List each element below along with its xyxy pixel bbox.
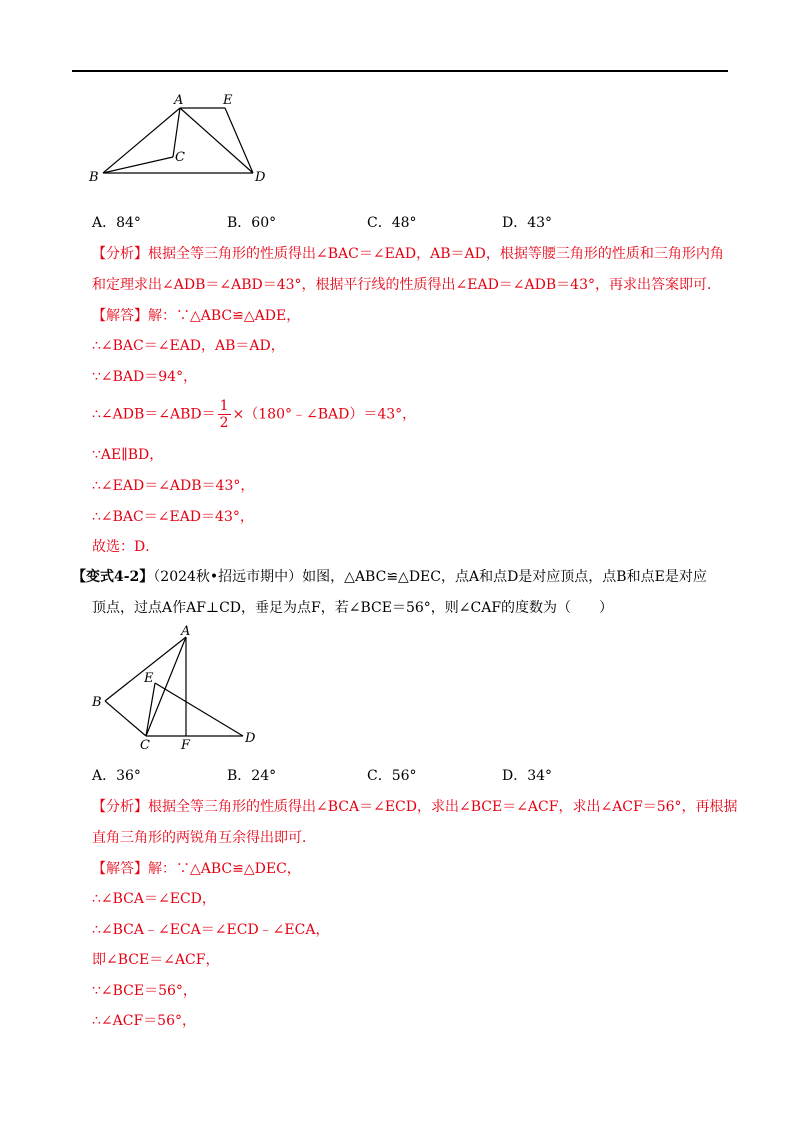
q2-option-a: A．36°	[92, 768, 141, 784]
a2-step2: ∴∠BCA＝∠ECD，	[92, 891, 216, 907]
a1-step5: ∵AE∥BD，	[92, 447, 164, 463]
fig1-label-b: B	[89, 170, 99, 185]
q2-option-d: D．34°	[502, 768, 553, 784]
fraction-denominator: 2	[219, 415, 229, 431]
q2-tag: 【变式4-2】	[72, 569, 154, 585]
q2-option-b: B．24°	[227, 768, 277, 784]
figure-1	[85, 90, 285, 190]
fig2-label-f: F	[181, 738, 191, 753]
a1-step4-pre: ∴∠ADB＝∠ABD＝	[92, 406, 216, 423]
a1-step6: ∴∠EAD＝∠ADB＝43°，	[92, 478, 255, 494]
a2-step6: ∴∠ACF＝56°，	[92, 1013, 196, 1029]
figure-2	[88, 625, 268, 755]
a1-step3: ∵∠BAD＝94°，	[92, 369, 198, 385]
a1-analysis-line1: 【分析】根据全等三角形的性质得出∠BAC＝∠EAD，AB＝AD，根据等腰三角形的性质和三角形内角	[92, 246, 724, 262]
a1-step4-post: ×（180°﹣∠BAD）＝43°，	[232, 406, 417, 423]
q2-text1: （2024秋•招远市期中）如图，△ABC≌△DEC，点A和点D是对应顶点，点B和点E是对应	[153, 569, 707, 585]
fig2-label-c: C	[140, 738, 150, 753]
a2-analysis-line1: 【分析】根据全等三角形的性质得出∠BCA＝∠ECD，求出∠BCE＝∠ACF，求出∠ACF＝56°，再根据	[92, 799, 738, 815]
a1-step8: 故选：D．	[92, 539, 160, 555]
a2-step3: ∴∠BCA﹣∠ECA＝∠ECD﹣∠ECA，	[92, 922, 330, 938]
header-rule	[72, 70, 728, 72]
fig1-label-c: C	[175, 150, 185, 165]
a1-step2: ∴∠BAC＝∠EAD，AB＝AD，	[92, 338, 285, 354]
a1-step1: 【解答】解：∵△ABC≌△ADE，	[92, 308, 301, 324]
q2-option-c: C．56°	[367, 768, 417, 784]
a1-step4	[92, 398, 416, 431]
fraction-half	[218, 398, 231, 431]
a2-step1: 【解答】解：∵△ABC≌△DEC，	[92, 861, 301, 877]
q1-option-d: D．43°	[502, 215, 553, 231]
fig2-label-d: D	[245, 731, 256, 746]
a2-step5: ∵∠BCE＝56°，	[92, 983, 197, 999]
a2-analysis-line2: 直角三角形的两锐角互余得出即可．	[92, 830, 316, 846]
fig2-label-b: B	[92, 695, 102, 710]
fig1-label-d: D	[255, 170, 266, 185]
q1-option-b: B．60°	[227, 215, 277, 231]
a2-step4: 即∠BCE＝∠ACF，	[92, 952, 220, 968]
q1-option-a: A．84°	[92, 215, 141, 231]
fig1-label-e: E	[223, 93, 233, 108]
q1-option-c: C．48°	[367, 215, 417, 231]
fraction-numerator: 1	[219, 398, 229, 414]
fig1-label-a: A	[174, 93, 184, 108]
a1-analysis-line2: 和定理求出∠ADB＝∠ABD＝43°，根据平行线的性质得出∠EAD＝∠ADB＝43°，再求出答案即可．	[92, 277, 721, 293]
a1-step7: ∴∠BAC＝∠EAD＝43°，	[92, 509, 254, 525]
fig2-label-e: E	[144, 671, 154, 686]
fig2-label-a: A	[181, 625, 191, 639]
q2-line1	[72, 567, 707, 587]
q2-line2: 顶点，过点A作AF⊥CD，垂足为点F，若∠BCE＝56°，则∠CAF的度数为（ ）	[92, 600, 614, 616]
